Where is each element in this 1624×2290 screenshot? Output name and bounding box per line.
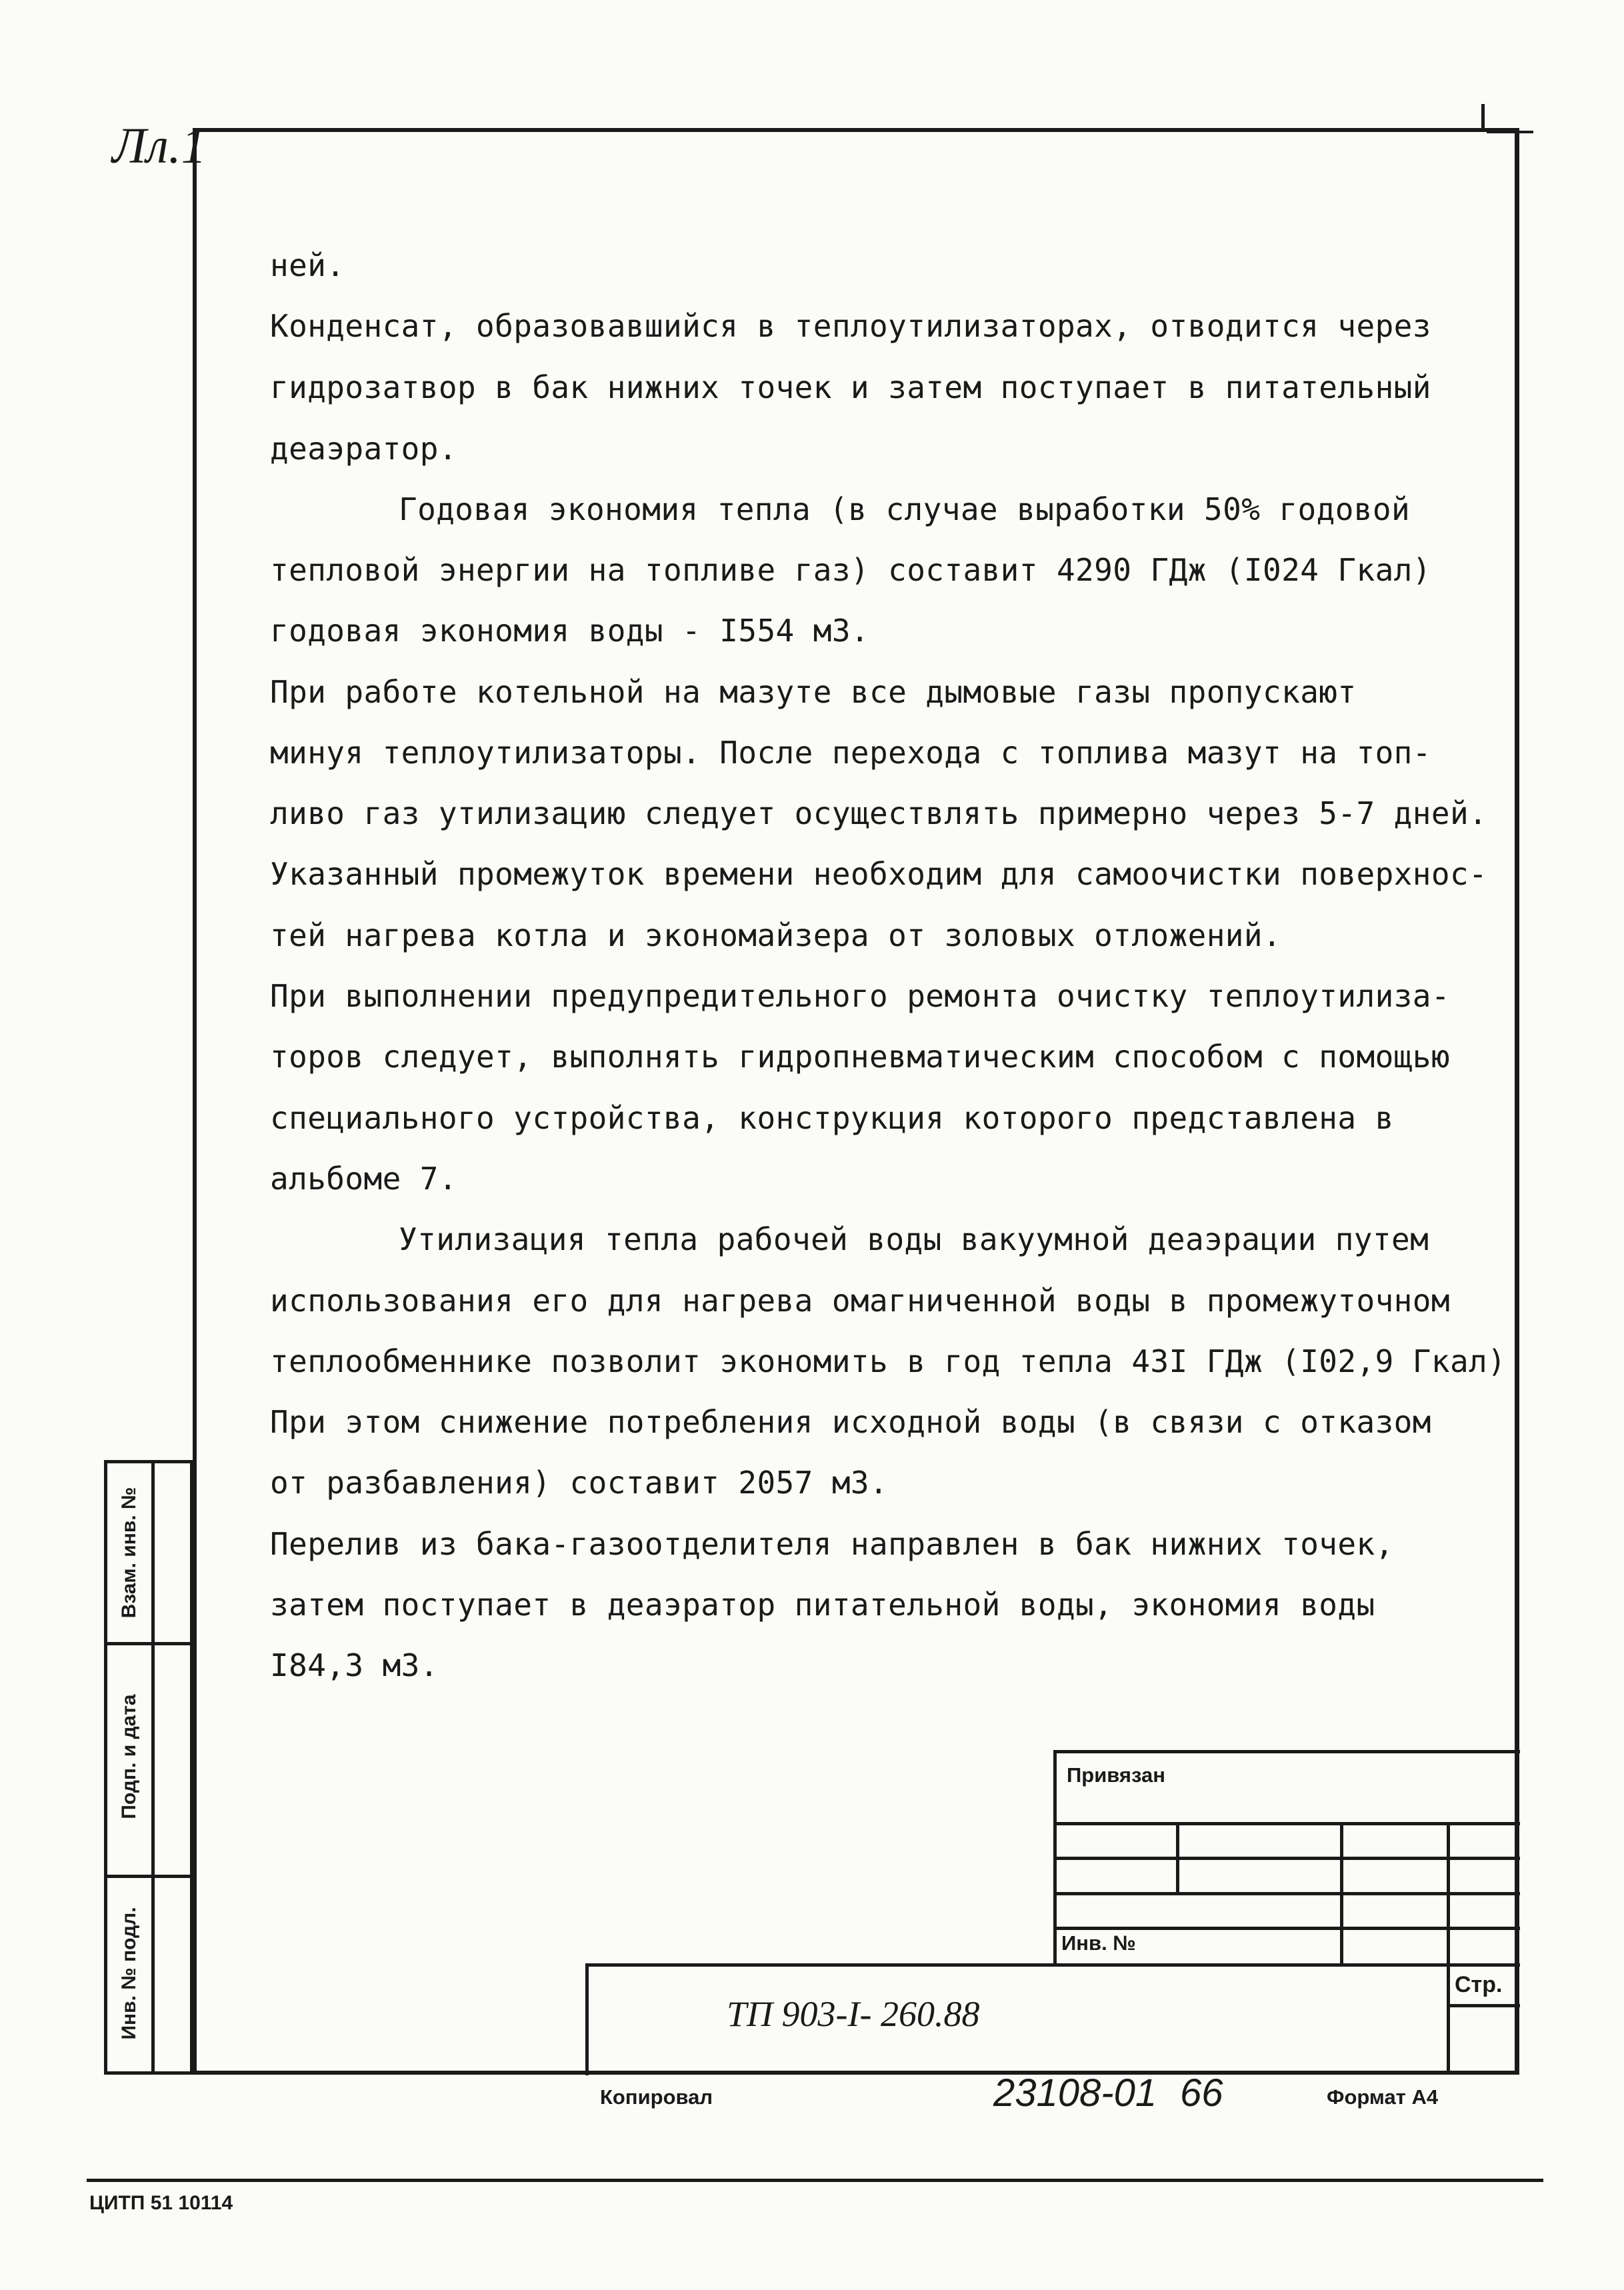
copied-label: Копировал: [600, 2085, 713, 2109]
strip-label-replacement-inv: Взам. инв. №: [118, 1487, 140, 1619]
text-line: тей нагрева котла и экономайзера от золовых отложений.: [270, 917, 1282, 953]
text-line: гидрозатвор в бак нижних точек и затем поступает в питательный: [270, 369, 1431, 405]
text-line: Указанный промежуток времени необходим для самоочистки поверхнос-: [270, 856, 1488, 892]
title-block-rule: [1053, 1750, 1520, 1753]
inventory-label: Инв. №: [1061, 1931, 1136, 1955]
text-line: Годовая экономия тепла (в случае выработки 50% годовой: [399, 491, 1411, 527]
text-line: затем поступает в деаэратор питательной воды, экономия воды: [270, 1587, 1375, 1623]
frame-corner-tick: [1481, 104, 1485, 129]
title-block-rule: [1053, 1927, 1520, 1930]
text-line: годовая экономия воды - I554 м3.: [270, 613, 870, 649]
text-line: Перелив из бака-газоотделителя направлен в бак нижних точек,: [270, 1526, 1394, 1562]
title-block-rule: [585, 1963, 1520, 1967]
footer-page-number: 66: [1180, 2071, 1223, 2115]
text-line: теплообменнике позволит экономить в год тепла 43I ГДж (I02,9 Гкал): [270, 1343, 1507, 1379]
text-line: ливо газ утилизацию следует осуществлять примерно через 5-7 дней.: [270, 795, 1488, 831]
title-block-rule: [1447, 1822, 1450, 2072]
title-block-rule: [1340, 1822, 1343, 1965]
text-line: использования его для нагрева омагниченной воды в промежуточном: [270, 1283, 1450, 1319]
text-line: минуя теплоутилизаторы. После перехода с топлива мазут на топ-: [270, 735, 1431, 771]
document-code: ТП 903-I- 260.88: [727, 1994, 980, 2034]
text-line: деаэратор.: [270, 431, 457, 467]
strip-label-original-inv: Инв. № подл.: [118, 1907, 140, 2040]
text-line: ней.: [270, 247, 345, 283]
text-line: альбоме 7.: [270, 1161, 457, 1197]
strip-divider: [107, 1875, 190, 1878]
strip-divider: [151, 1463, 155, 2071]
sheet-mark: Лл.1: [112, 118, 207, 174]
printer-mark: ЦИТП 51 10114: [89, 2192, 233, 2214]
linked-label: Привязан: [1067, 1763, 1165, 1787]
strip-label-signature-date: Подп. и дата: [118, 1694, 140, 1819]
title-block-rule: [1053, 1892, 1520, 1895]
text-line: При работе котельной на мазуте все дымовые газы пропускают: [270, 674, 1357, 710]
text-line: тепловой энергии на топливе газ) составит 4290 ГДж (I024 Гкал): [270, 552, 1431, 588]
margin-approval-strip: [104, 1460, 193, 2075]
text-line: торов следует, выполнять гидропневматическим способом с помощью: [270, 1039, 1450, 1075]
text-line: Утилизация тепла рабочей воды вакуумной деаэрации путем: [399, 1221, 1429, 1257]
text-line: от разбавления) составит 2057 м3.: [270, 1465, 889, 1501]
order-number: 23108-01: [993, 2071, 1157, 2115]
text-line: специального устройства, конструкция которого представлена в: [270, 1100, 1394, 1136]
bottom-rule: [87, 2179, 1543, 2182]
title-block-rule: [585, 1963, 589, 2075]
frame-corner-line: [1487, 131, 1533, 133]
title-block-rule: [1053, 1822, 1520, 1825]
text-line: I84,3 м3.: [270, 1647, 439, 1683]
title-block-rule: [1176, 1822, 1179, 1895]
title-block-rule: [1447, 2004, 1520, 2007]
title-block-rule: [1053, 1857, 1520, 1860]
text-line: При выполнении предупредительного ремонта очистку теплоутилиза-: [270, 978, 1450, 1014]
page-label: Стр.: [1455, 1972, 1503, 1997]
strip-divider: [107, 1642, 190, 1645]
text-line: При этом снижение потребления исходной воды (в связи с отказом: [270, 1404, 1431, 1440]
text-line: Конденсат, образовавшийся в теплоутилизаторах, отводится через: [270, 308, 1431, 344]
format-label: Формат А4: [1327, 2085, 1439, 2109]
